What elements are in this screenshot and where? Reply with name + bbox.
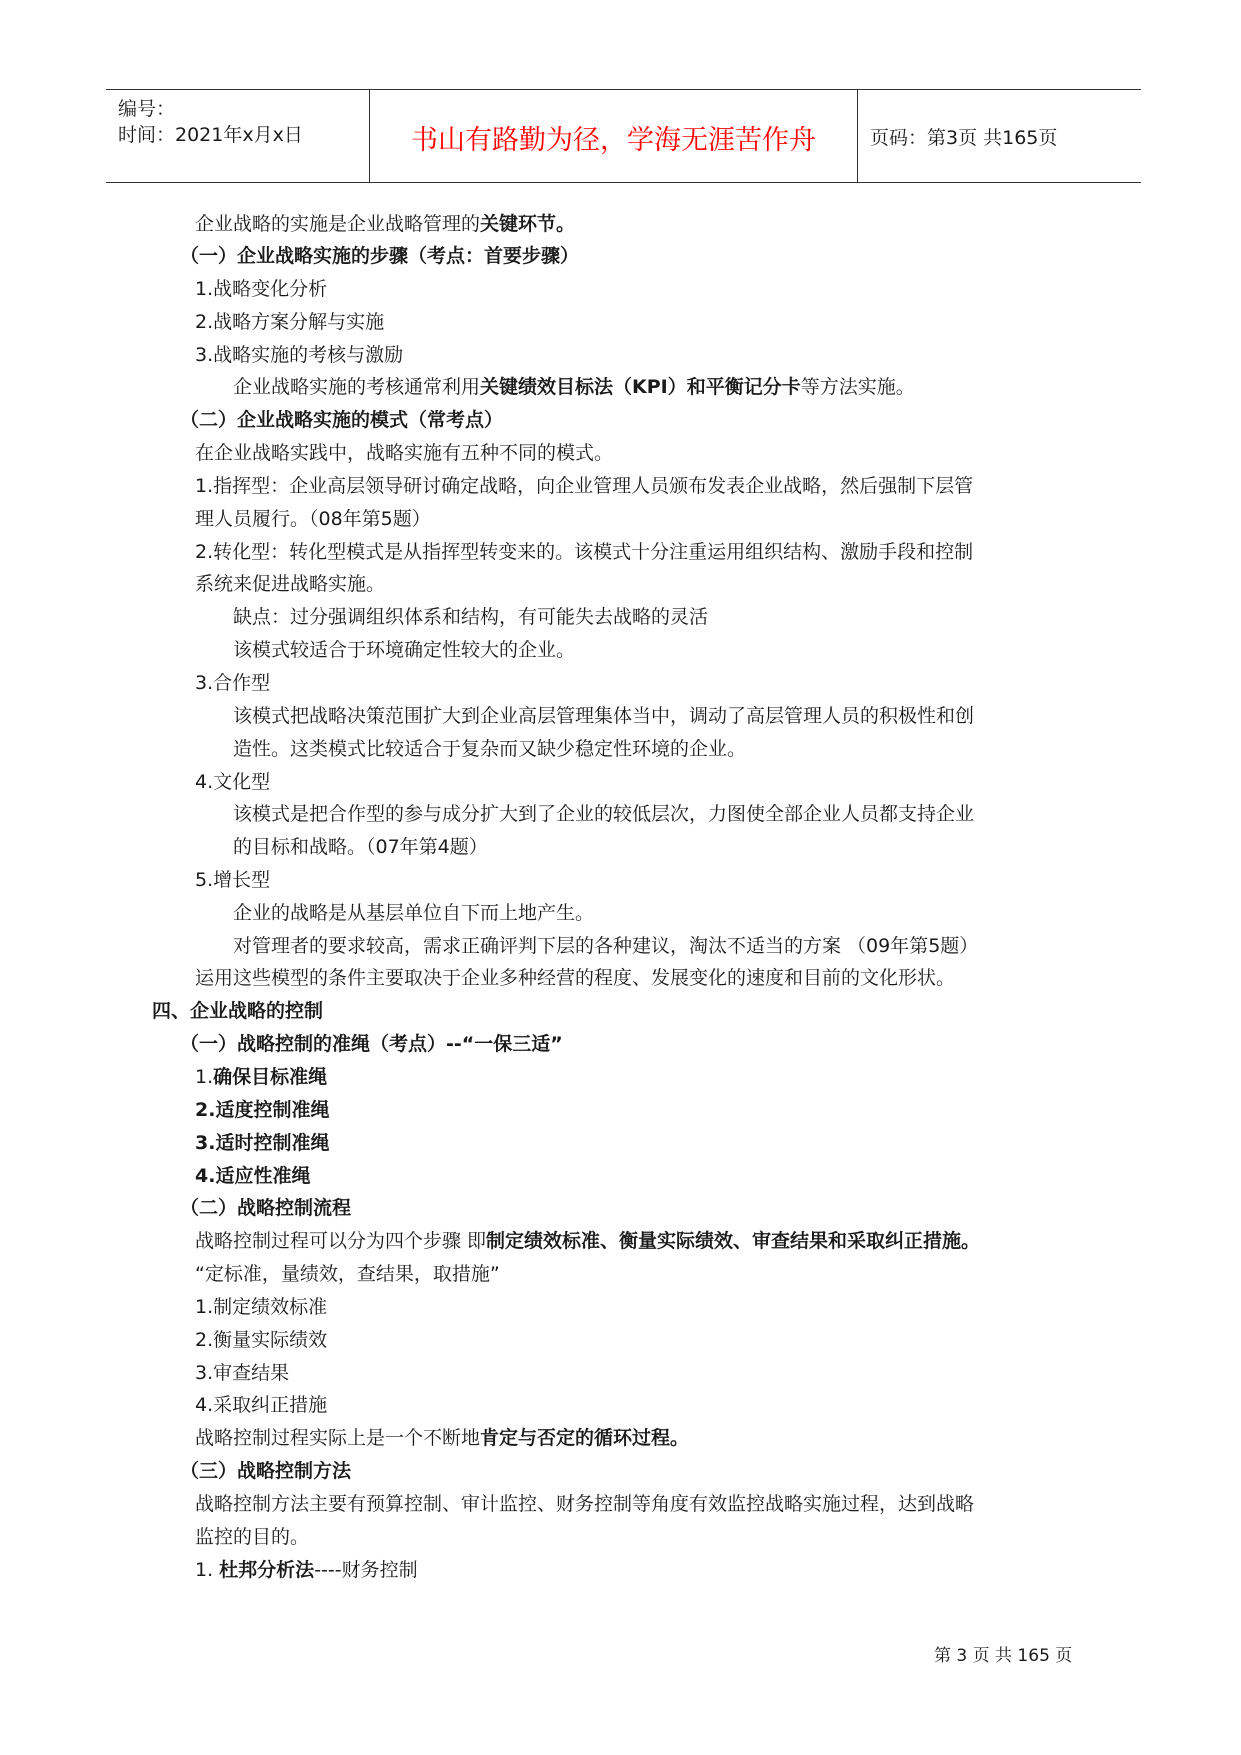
section-heading: （二）企业战略实施的模式（常考点） <box>180 409 504 431</box>
section-heading: （一）战略控制的准绳（考点）--“一保三适” <box>180 1033 563 1055</box>
paragraph-line: 监控的目的。 <box>195 1526 310 1548</box>
paragraph-line: 在企业战略实践中，战略实施有五种不同的模式。 <box>195 442 614 464</box>
list-item: 2.转化型：转化型模式是从指挥型转变来的。该模式十分注重运用组织结构、激励手段和控制 <box>195 541 974 563</box>
header-info-cell <box>106 90 370 182</box>
paragraph-line: 的目标和战略。（07年第4题） <box>233 836 488 858</box>
paragraph-line: 战略控制过程可以分为四个步骤 即制定绩效标准、衡量实际绩效、审查结果和采取纠正措施。 <box>195 1230 981 1252</box>
paragraph-line: 理人员履行。（08年第5题） <box>195 508 431 530</box>
list-item: 4.适应性准绳 <box>195 1165 311 1187</box>
list-item: 3.适时控制准绳 <box>195 1132 330 1154</box>
chapter-heading: 四、企业战略的控制 <box>152 1000 324 1022</box>
footer-page-number: 第 3 页 共 165 页 <box>934 1646 1073 1666</box>
paragraph-line: 该模式把战略决策范围扩大到企业高层管理集体当中，调动了高层管理人员的积极性和创 <box>233 705 975 727</box>
header-page-cell <box>858 90 1141 182</box>
document-number-label: 编号： <box>118 98 176 120</box>
paragraph-line: 系统来促进战略实施。 <box>195 573 386 595</box>
paragraph-line: 企业战略的实施是企业战略管理的关键环节。 <box>195 213 576 235</box>
header-page-number: 页码：第3页 共165页 <box>870 127 1058 149</box>
list-item: 1.战略变化分析 <box>195 278 328 300</box>
list-item: 3.合作型 <box>195 672 271 694</box>
list-item: 4.采取纠正措施 <box>195 1394 328 1416</box>
list-item: 1.确保目标准绳 <box>195 1066 328 1088</box>
list-item: 1.指挥型：企业高层领导研讨确定战略，向企业管理人员颁布发表企业战略，然后强制下层管 <box>195 475 974 497</box>
paragraph-line: 企业的战略是从基层单位自下而上地产生。 <box>233 902 595 924</box>
paragraph-line: 该模式是把合作型的参与成分扩大到了企业的较低层次，力图使全部企业人员都支持企业 <box>233 803 975 825</box>
list-item: 2.适度控制准绳 <box>195 1099 330 1121</box>
document-time-label: 时间：2021年x月x日 <box>118 124 303 146</box>
section-heading: （三）战略控制方法 <box>180 1460 352 1482</box>
list-item: 5.增长型 <box>195 869 271 891</box>
paragraph-line: 缺点：过分强调组织体系和结构，有可能失去战略的灵活 <box>233 606 709 628</box>
section-heading: （一）企业战略实施的步骤（考点：首要步骤） <box>180 245 580 267</box>
paragraph-line: 企业战略实施的考核通常利用关键绩效目标法（KPI）和平衡记分卡等方法实施。 <box>233 376 915 398</box>
paragraph-line: 对管理者的要求较高，需求正确评判下层的各种建议，淘汰不适当的方案 （09年第5题） <box>233 935 979 957</box>
header-motto: 书山有路勤为径，学海无涯苦作舟 <box>411 125 816 156</box>
paragraph-line: 战略控制方法主要有预算控制、审计监控、财务控制等角度有效监控战略实施过程，达到战略 <box>195 1493 975 1515</box>
list-item: 2.衡量实际绩效 <box>195 1329 328 1351</box>
paragraph-line: “定标准，量绩效，查结果，取措施” <box>195 1263 500 1285</box>
list-item: 1. 杜邦分析法----财务控制 <box>195 1559 418 1581</box>
paragraph-line: 该模式较适合于环境确定性较大的企业。 <box>233 639 576 661</box>
list-item: 3.审查结果 <box>195 1362 290 1384</box>
list-item: 2.战略方案分解与实施 <box>195 311 385 333</box>
page-header <box>106 89 1141 183</box>
section-heading: （二）战略控制流程 <box>180 1197 352 1219</box>
list-item: 4.文化型 <box>195 771 271 793</box>
paragraph-line: 运用这些模型的条件主要取决于企业多种经营的程度、发展变化的速度和目前的文化形状。 <box>195 967 956 989</box>
list-item: 3.战略实施的考核与激励 <box>195 344 404 366</box>
paragraph-line: 战略控制过程实际上是一个不断地肯定与否定的循环过程。 <box>195 1427 690 1449</box>
header-motto-cell <box>370 90 858 182</box>
paragraph-line: 造性。这类模式比较适合于复杂而又缺少稳定性环境的企业。 <box>233 738 747 760</box>
list-item: 1.制定绩效标准 <box>195 1296 328 1318</box>
